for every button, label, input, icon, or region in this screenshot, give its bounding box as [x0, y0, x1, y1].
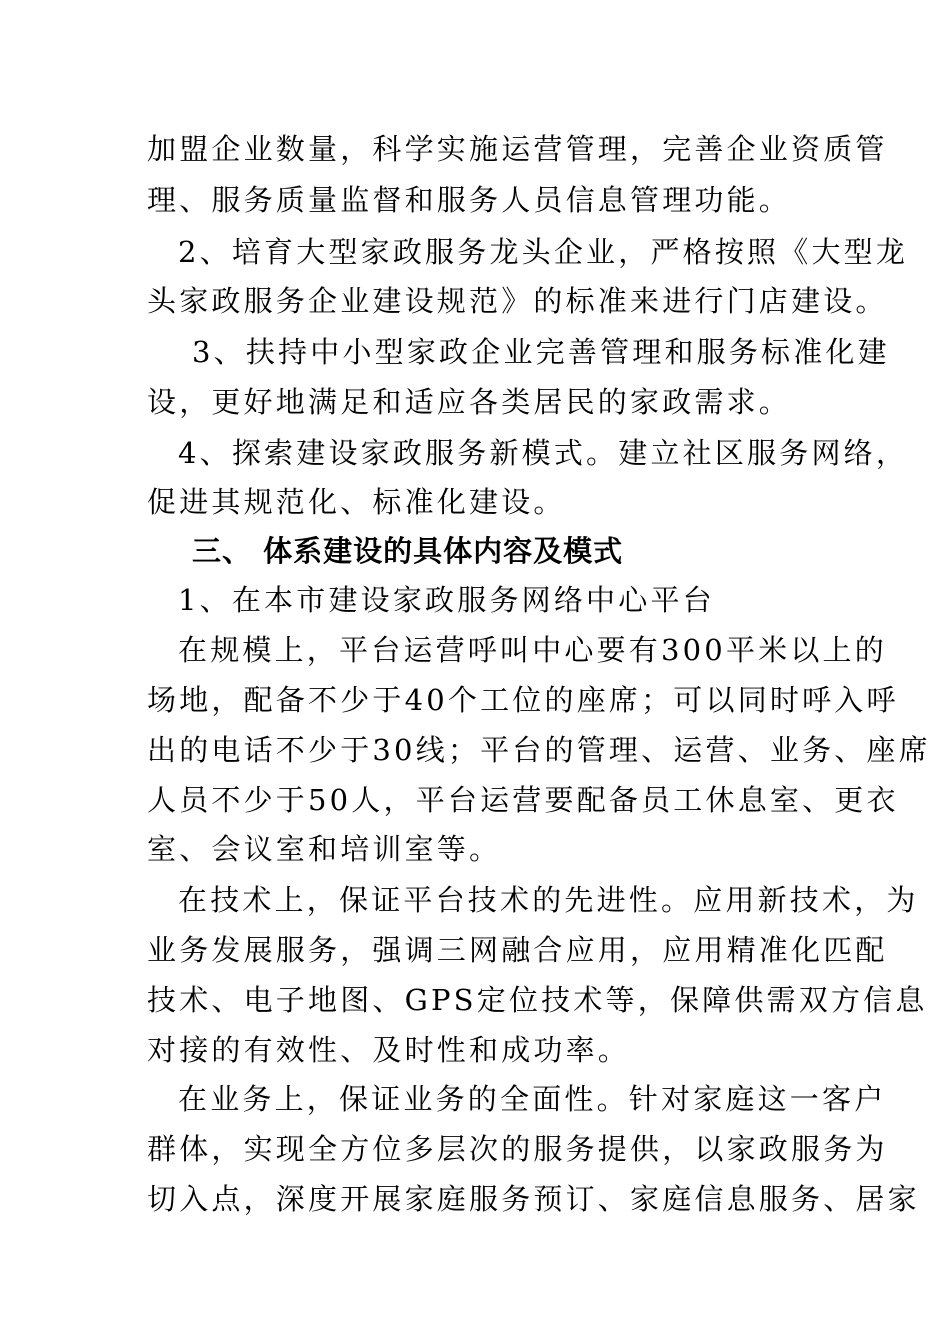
list-item-3-line: 3、扶持中小型家政企业完善管理和服务标准化建 [192, 335, 890, 369]
body-text-line: 切入点，深度开展家庭服务预订、家庭信息服务、居家 [147, 1182, 920, 1216]
body-text-line: 头家政服务企业建设规范》的标准来进行门店建设。 [147, 284, 888, 318]
body-text-line: 理、服务质量监督和服务人员信息管理功能。 [147, 183, 792, 217]
paragraph-business-line: 在业务上，保证业务的全面性。针对家庭这一客户 [178, 1082, 887, 1116]
body-text-line: 对接的有效性、及时性和成功率。 [147, 1033, 631, 1067]
list-item-2-line: 2、培育大型家政服务龙头企业，严格按照《大型龙 [178, 235, 909, 269]
body-text-line: 群体，实现全方位多层次的服务提供，以家政服务为 [147, 1132, 888, 1166]
paragraph-technology-line: 在技术上，保证平台技术的先进性。应用新技术，为 [178, 883, 919, 917]
body-text-line: 业务发展服务，强调三网融合应用，应用精准化匹配 [147, 933, 888, 967]
section-heading: 三、 体系建设的具体内容及模式 [192, 534, 624, 568]
body-text-line: 人员不少于50人，平台运营要配备员工休息室、更衣 [147, 783, 899, 817]
subsection-title: 1、在本市建设家政服务网络中心平台 [178, 583, 715, 617]
body-text-line: 加盟企业数量，科学实施运营管理，完善企业资质管 [147, 132, 888, 166]
body-text-line: 室、会议室和培训室等。 [147, 832, 502, 866]
body-text-line: 设，更好地满足和适应各类居民的家政需求。 [147, 385, 792, 419]
paragraph-scale-line: 在规模上，平台运营呼叫中心要有300平米以上的 [178, 633, 887, 667]
list-item-4-line: 4、探索建设家政服务新模式。建立社区服务网络， [178, 436, 909, 470]
body-text-line: 促进其规范化、标准化建设。 [147, 485, 566, 519]
body-text-line: 技术、电子地图、GPS定位技术等，保障供需双方信息 [147, 983, 928, 1017]
body-text-line: 出的电话不少于30线；平台的管理、运营、业务、座席 [147, 733, 931, 767]
body-text-line: 场地，配备不少于40个工位的座席；可以同时呼入呼 [147, 683, 899, 717]
